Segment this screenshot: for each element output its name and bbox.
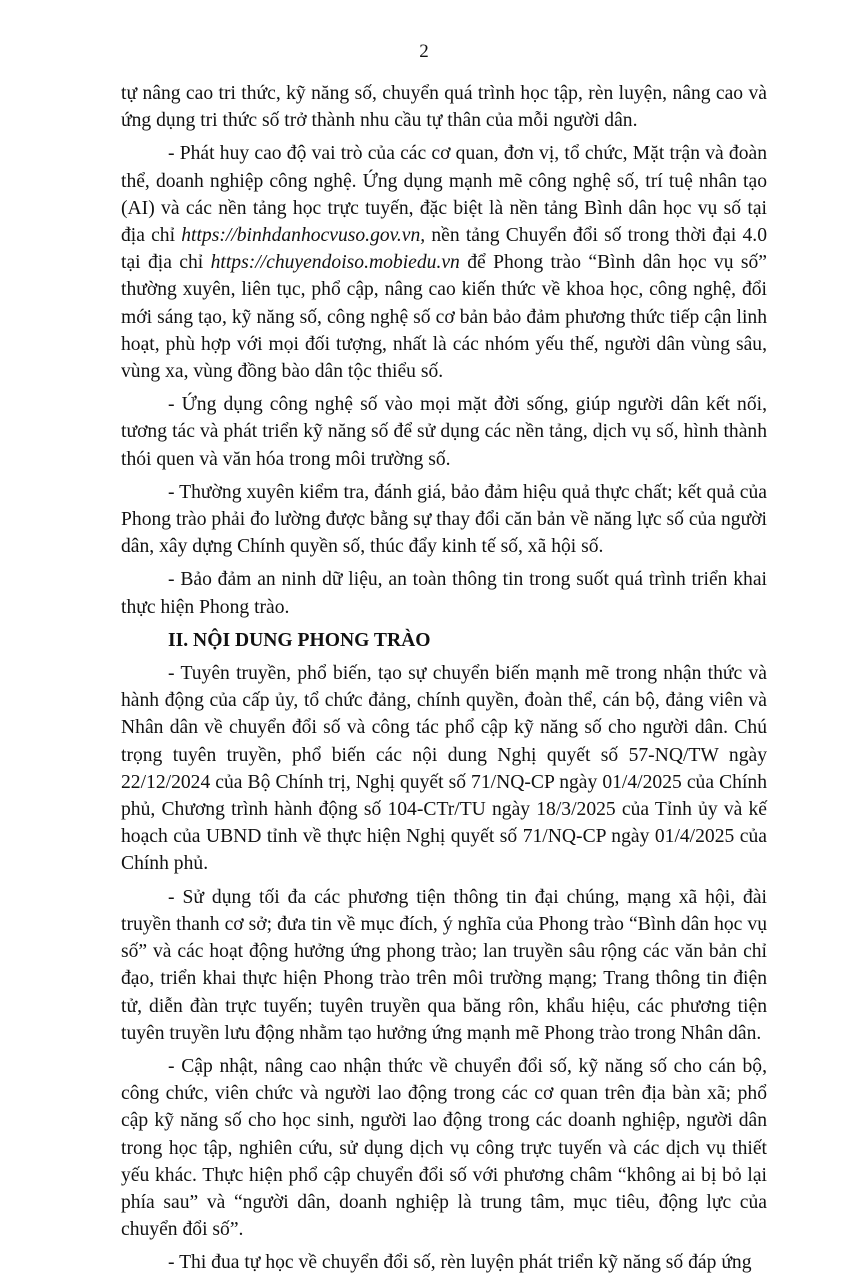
paragraph-media: - Sử dụng tối đa các phương tiện thông tin đại chúng, mạng xã hội, đài truyền thanh cơ sở; đưa tin về mục đích, ý nghĩa của Phong trào “Bình dân học vụ số” và các hoạt động hưởng ứng phong trào; lan truyền sâu rộng các văn bản chỉ đạo, triển khai thực hiện Phong trào trên môi trường mạng; Trang thông tin điện tử, diễn đàn trực tuyến; tuyên truyền qua băng rôn, khẩu hiệu, các phương tiện tuyên truyền lưu động nhằm tạo hưởng ứng mạnh mẽ Phong trào trong Nhân dân. bbox=[121, 886, 767, 1044]
page-number: 2 bbox=[419, 41, 429, 62]
paragraph-text: - Phát huy cao độ vai trò của các cơ quan, đơn vị, tổ chức, Mặt trận và đoàn thể, doanh nghiệp công nghệ. Ứng dụng mạnh mẽ công nghệ số, trí tuệ nhân tạo (AI) và các nền tảng học trực tuyến, đặc biệt là nền tảng Bình dân học vụ số tại địa chỉ bbox=[121, 143, 767, 247]
binhdanhocvuso-link[interactable]: https://binhdanhocvuso.gov.vn, bbox=[181, 225, 426, 247]
paragraph-apply-tech: - Ứng dụng công nghệ số vào mọi mặt đời sống, giúp người dân kết nối, tương tác và phát triển kỹ năng số để sử dụng các nền tảng, dịch vụ số, hình thành thói quen và văn hóa trong môi trường số. bbox=[121, 394, 767, 470]
paragraph-inspection: - Thường xuyên kiểm tra, đánh giá, bảo đảm hiệu quả thực chất; kết quả của Phong trào phải đo lường được bằng sự thay đổi căn bản về năng lực số của người dân, xây dựng Chính quyền số, thúc đẩy kinh tế số, xã hội số. bbox=[121, 481, 767, 558]
paragraph-propaganda: - Tuyên truyền, phổ biến, tạo sự chuyển biến mạnh mẽ trong nhận thức và hành động của cấp ủy, tổ chức đảng, chính quyền, đoàn thể, cán bộ, đảng viên và Nhân dân về chuyển đổi số và công tác phổ cập kỹ năng số cho người dân. Chú trọng tuyên truyền, phổ biến các nội dung Nghị quyết số 57-NQ/TW ngày 22/12/2024 của Bộ Chính trị, Nghị quyết số 71/NQ-CP ngày 01/4/2025 của Chính phủ, Chương trình hành động số 104-CTr/TU ngày 18/3/2025 của Tỉnh ủy và kế hoạch của UBND tỉnh về thực hiện Nghị quyết số 71/NQ-CP ngày 01/4/2025 của Chính phủ. bbox=[121, 663, 767, 875]
chuyendoiso-link[interactable]: https://chuyendoiso.mobiedu.vn bbox=[210, 252, 460, 274]
paragraph-text: nền tảng Chuyển đổi số trong thời đại 4.0 tại địa chỉ bbox=[121, 225, 768, 274]
paragraph-security: - Bảo đảm an ninh dữ liệu, an toàn thông tin trong suốt quá trình triển khai thực hiện Phong trào. bbox=[121, 569, 767, 618]
document-body bbox=[121, 80, 767, 1283]
paragraph-awareness: - Cập nhật, nâng cao nhận thức về chuyển đổi số, kỹ năng số cho cán bộ, công chức, viên chức và người lao động trong các cơ quan trên địa bàn xã; phổ cập kỹ năng số cho học sinh, người lao động trong các doanh nghiệp, người dân trong học tập, nghiên cứu, sử dụng dịch vụ công trực tuyến và các dịch vụ thiết yếu khác. Thực hiện phổ cập chuyển đổi số với phương châm “không ai bị bỏ lại phía sau” và “người dân, doanh nghiệp là trung tâm, mục tiêu, động lực của chuyển đổi số”. bbox=[121, 1055, 767, 1241]
paragraph-self-study: - Thi đua tự học về chuyển đổi số, rèn luyện phát triển kỹ năng số đáp ứng bbox=[168, 1252, 752, 1274]
paragraph-text: để Phong trào “Bình dân học vụ số” thường xuyên, liên tục, phổ cập, nâng cao kiến thức về khoa học, công nghệ, đổi mới sáng tạo, kỹ năng số, công nghệ số cơ bản bảo đảm phương thức tiếp cận linh hoạt, phù hợp với mọi đối tượng, nhất là các nhóm yếu thế, người dân vùng sâu, vùng xa, vùng đồng bào dân tộc thiểu số. bbox=[121, 252, 768, 383]
paragraph-continuation: tự nâng cao tri thức, kỹ năng số, chuyển quá trình học tập, rèn luyện, nâng cao và ứng dụng tri thức số trở thành nhu cầu tự thân của mỗi người dân. bbox=[121, 83, 767, 132]
section-heading: II. NỘI DUNG PHONG TRÀO bbox=[168, 629, 431, 651]
paragraph-promote-role bbox=[121, 140, 767, 385]
